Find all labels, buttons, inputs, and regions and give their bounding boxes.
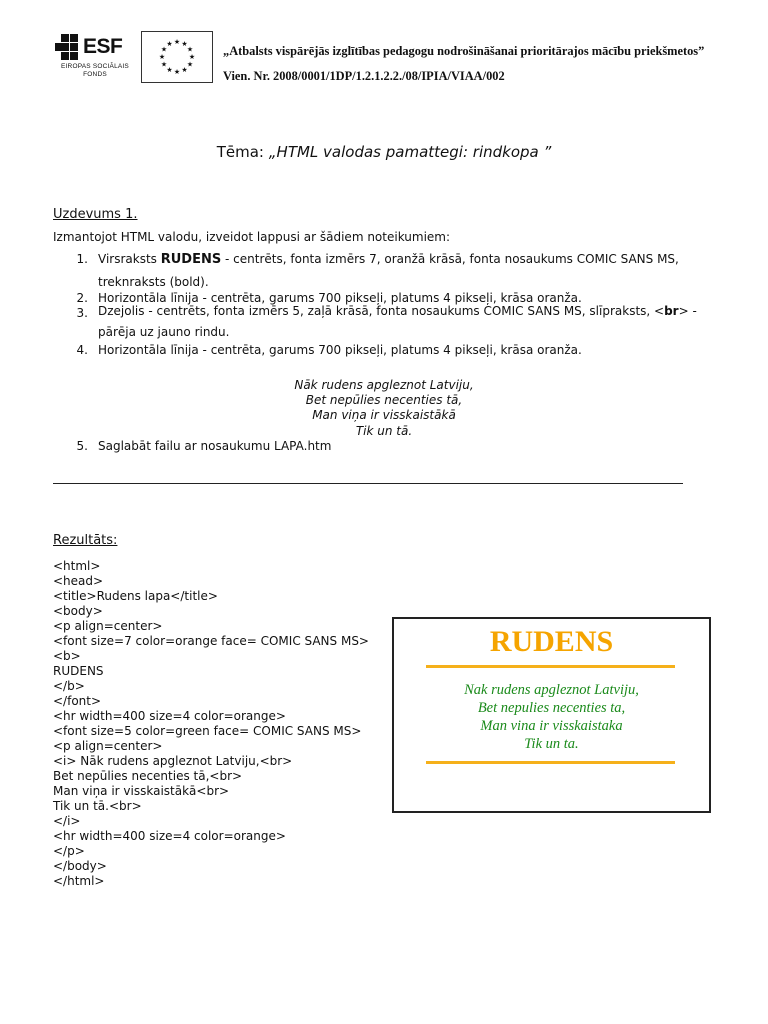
code-line: <font size=5 color=green face= COMIC SANS MS> — [53, 724, 362, 738]
task-intro: Izmantojot HTML valodu, izveidot lappusi ar šādiem noteikumiem: — [53, 230, 451, 244]
svg-text:★: ★ — [186, 60, 194, 69]
code-line: <b> — [53, 649, 81, 663]
topic-heading — [0, 143, 768, 161]
esf-logo-subtitle: EIROPAS SOCIĀLAIS FONDS — [61, 63, 129, 78]
topic-label: Tēma: — [216, 143, 264, 161]
code-line: </body> — [53, 859, 107, 873]
code-line: <hr width=400 size=4 color=orange> — [53, 709, 286, 723]
list-item: Horizontāla līnija - centrēta, garums 700 pikseļi, platums 4 pikseļi, krāsa oranža. — [98, 343, 582, 357]
list-item: Virsraksts RUDENS - centrēts, fonta izmērs 7, oranžā krāsā, fonta nosaukums COMIC SANS MS, treknraksts (bold). — [98, 252, 679, 289]
code-line: <html> — [53, 559, 101, 573]
project-title: „Atbalsts vispārējās izglītības pedagogu nodrošināšanai prioritārajos mācību priekšmetos” — [223, 44, 705, 58]
project-reg-number: Vien. Nr. 2008/0001/1DP/1.2.1.2.2./08/IPIA/VIAA/002 — [223, 69, 505, 83]
list-item-number: 2. — [76, 291, 88, 305]
list-item-number: 3. — [76, 306, 88, 320]
esf-logo-text: ESF — [83, 35, 123, 58]
preview-horizontal-rule — [426, 761, 675, 764]
code-line: </i> — [53, 814, 81, 828]
eu-stars-icon — [142, 32, 212, 82]
code-line: Tik un tā.<br> — [53, 799, 142, 813]
code-line: <title>Rudens lapa</title> — [53, 589, 218, 603]
preview-horizontal-rule — [426, 665, 675, 668]
esf-logo — [55, 32, 135, 87]
preview-poem-line: Nak rudens apgleznot Latviju, — [464, 682, 639, 698]
result-title: Rezultāts: — [53, 533, 118, 548]
poem-line: Nāk rudens apgleznot Latviju, — [294, 378, 474, 392]
svg-text:★: ★ — [173, 68, 181, 76]
code-line: <p align=center> — [53, 619, 163, 633]
list-item: Saglabāt failu ar nosaukumu LAPA.htm — [98, 439, 332, 453]
preview-poem-line: Man vina ir visskaistaka — [480, 718, 623, 734]
code-line: </html> — [53, 874, 105, 888]
poem-line: Man viņa ir visskaistākā — [312, 408, 456, 422]
preview-poem-line: Tik un ta. — [524, 736, 579, 752]
topic-value: „HTML valodas pamattegi: rindkopa ” — [268, 143, 552, 161]
svg-text:★: ★ — [186, 45, 194, 54]
code-line: <head> — [53, 574, 104, 588]
list-item-number: 4. — [76, 343, 88, 357]
code-line: RUDENS — [53, 664, 104, 678]
svg-text:★: ★ — [166, 66, 173, 74]
svg-text:★: ★ — [166, 40, 173, 48]
code-line: Man viņa ir visskaistākā<br> — [53, 784, 230, 798]
separator-line — [53, 483, 683, 484]
code-line: <hr width=400 size=4 color=orange> — [53, 829, 286, 843]
code-line: <body> — [53, 604, 103, 618]
list-item-number: 5. — [76, 439, 88, 453]
poem-line: Bet nepūlies necenties tā, — [305, 393, 463, 407]
code-line: <p align=center> — [53, 739, 163, 753]
poem-line: Tik un tā. — [355, 424, 413, 438]
list-item: Dzejolis - centrēts, fonta izmērs 5, zaļā krāsā, fonta nosaukums COMIC SANS MS, slīpraksts, <br> - pārēja uz jauno rindu. — [98, 304, 697, 339]
task-title: Uzdevums 1. — [53, 207, 138, 222]
code-line: <font size=7 color=orange face= COMIC SANS MS> — [53, 634, 369, 648]
eu-flag-logo — [141, 31, 213, 83]
svg-text:★: ★ — [160, 45, 168, 54]
svg-text:★: ★ — [181, 66, 188, 74]
result-preview-box — [392, 617, 711, 813]
svg-text:★: ★ — [160, 60, 168, 69]
list-item-number: 1. — [76, 252, 88, 266]
code-line: Bet nepūlies necenties tā,<br> — [53, 769, 243, 783]
code-line: </font> — [53, 694, 102, 708]
preview-poem-line: Bet nepulies necenties ta, — [477, 700, 626, 716]
code-line: <i> Nāk rudens apgleznot Latviju,<br> — [53, 754, 293, 768]
esf-flag-icon — [55, 34, 83, 60]
svg-text:★: ★ — [188, 53, 196, 61]
svg-text:★: ★ — [181, 40, 188, 48]
code-line: </b> — [53, 679, 85, 693]
svg-text:★: ★ — [158, 53, 166, 61]
preview-title: RUDENS — [489, 625, 614, 658]
code-line: </p> — [53, 844, 85, 858]
svg-text:★: ★ — [173, 38, 181, 46]
list-item: Horizontāla līnija - centrēta, garums 700 pikseļi, platums 4 pikseļi, krāsa oranža. — [98, 291, 582, 305]
